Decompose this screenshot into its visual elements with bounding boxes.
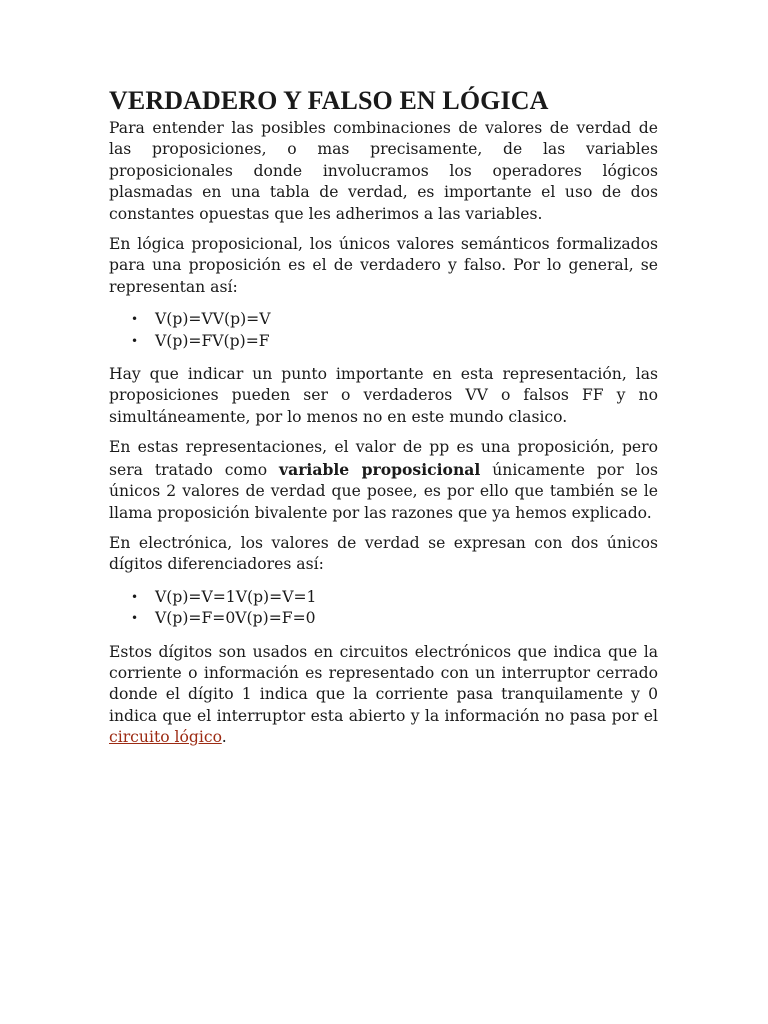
paragraph-circuits-text-after: .: [221, 728, 227, 747]
list-item-text: V(p)=V=1V(p)=V=1: [155, 587, 317, 606]
document-page: [109, 84, 658, 758]
paragraph-semantics: En lógica proposicional, los únicos valores semánticos formalizados para una proposición es el de verdadero y falso. Por lo general, se representan así:: [109, 235, 658, 296]
list-item-text: V(p)=FV(p)=F: [155, 331, 270, 350]
paragraph-circuits: [109, 642, 658, 749]
list-item: [131, 608, 658, 629]
paragraph-intro: Para entender las posibles combinaciones de valores de verdad de las proposiciones, o mas precisamente, de las variables proposicionales donde involucramos los operadores lógicos plasmadas en una tabla de verdad, es importante el uso de dos constantes opuestas que les adherimos a las variables.: [109, 119, 658, 223]
list-item-text: V(p)=F=0V(p)=F=0: [155, 609, 316, 628]
bullet-icon: •: [131, 333, 139, 348]
list-item-text: V(p)=VV(p)=V: [155, 310, 271, 329]
list-item: [131, 587, 658, 608]
paragraph-electronics: En electrónica, los valores de verdad se expresan con dos únicos dígitos diferenciadores así:: [109, 533, 658, 574]
list-item: [131, 331, 658, 352]
list-item: [131, 309, 658, 330]
paragraph-variable-text-before: En estas representaciones, el valor de pp es una proposición, pero sera tratado como: [109, 438, 658, 479]
paragraph-representation: Hay que indicar un punto importante en esta representación, las proposiciones pueden ser o verdaderos VV o falsos FF y no simultáneamente, por lo menos no en este mundo clasico.: [109, 365, 658, 426]
bullet-icon: •: [131, 312, 139, 327]
bold-term-variable-proposicional: variable proposicional: [279, 459, 481, 479]
bullet-icon: •: [131, 611, 139, 626]
paragraph-variable-text-after: únicamente por los únicos 2 valores de verdad que posee, es por ello que también se le llama proposición bivalente por las razones que ya hemos explicado.: [109, 460, 658, 522]
paragraph-variable: [109, 437, 658, 524]
digit-values-list: [109, 587, 658, 630]
circuito-logico-link[interactable]: circuito lógico: [109, 728, 222, 747]
paragraph-circuits-text-before: Estos dígitos son usados en circuitos electrónicos que indica que la corriente o información es representado con un interruptor cerrado donde el dígito 1 indica que la corriente pasa tranquilamente y 0 indica que el interruptor esta abierto y la información no pasa por el: [109, 642, 658, 725]
truth-values-list: [109, 309, 658, 352]
bullet-icon: •: [131, 589, 139, 604]
page-title: VERDADERO Y FALSO EN LÓGICA: [109, 86, 549, 115]
